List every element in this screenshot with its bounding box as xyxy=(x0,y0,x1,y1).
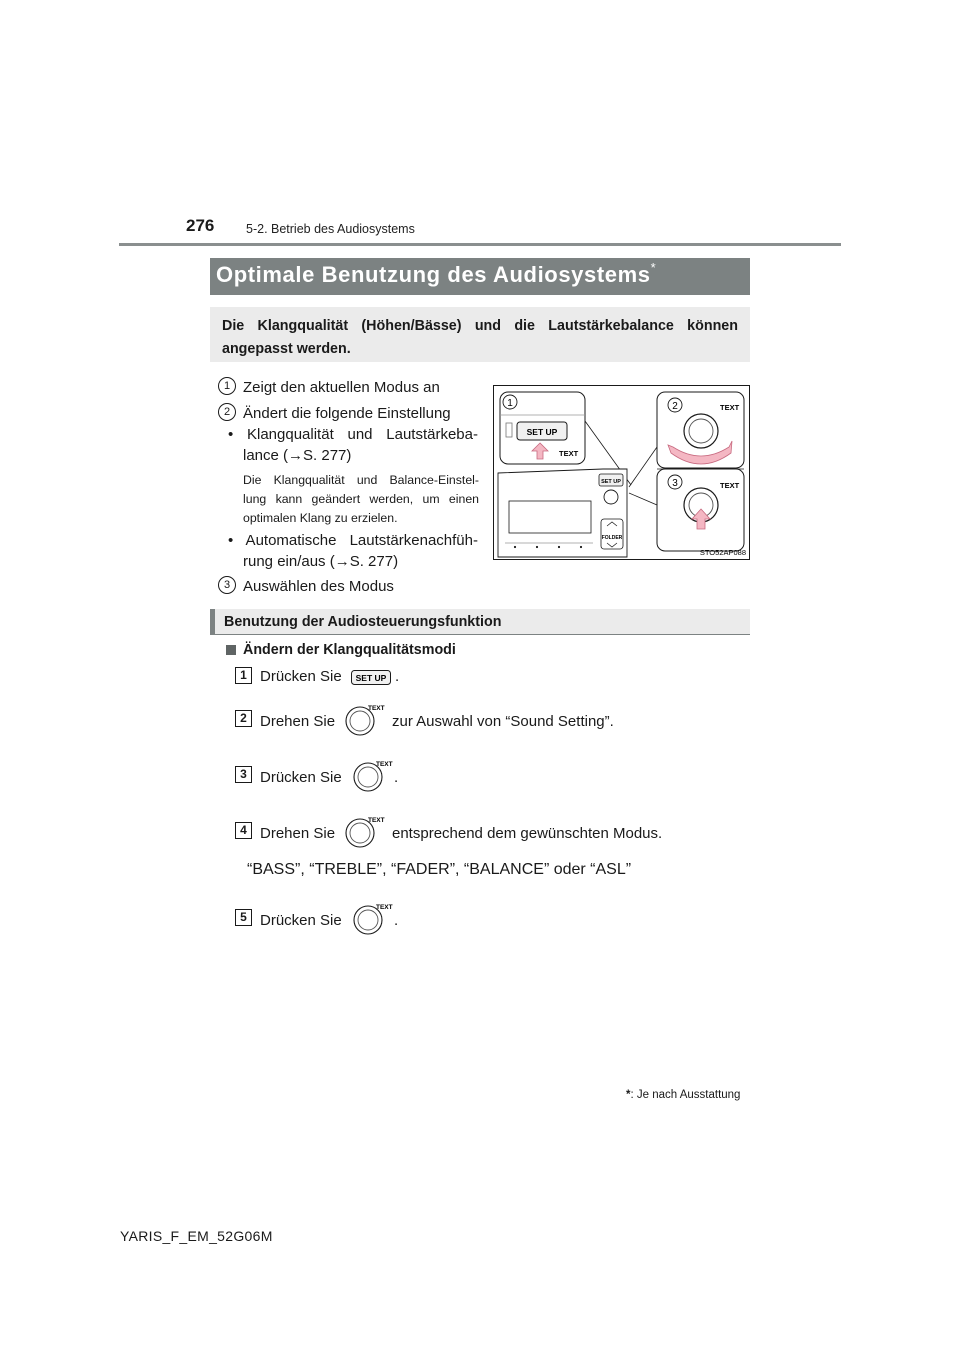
summary-text: Die Klangqualität (Höhen/Bässe) und die Lautstärkebalance können angepasst werden. xyxy=(222,318,738,357)
text-knob-icon xyxy=(351,903,395,935)
step-2-text-after: zur Auswahl von “Sound Setting”. xyxy=(392,713,614,730)
step-4-text-before: Drehen Sie xyxy=(260,825,336,842)
step-2-text-before: Drehen Sie xyxy=(260,713,336,730)
setup-button-icon xyxy=(351,670,391,685)
text-knob-label: TEXT xyxy=(368,705,385,712)
figure-setup-label-small: SET UP xyxy=(601,479,621,485)
step-4-number: 4 xyxy=(235,822,252,839)
figure-callout-1-label: 1 xyxy=(507,398,513,409)
figure-code: STO52AP088 xyxy=(699,548,746,557)
callout-2-text: Ändert die folgende Einstellung xyxy=(243,405,451,422)
figure-text-label-2: TEXT xyxy=(720,403,740,412)
subheading-text: Benutzung der Audiosteuerungsfunktion xyxy=(224,614,502,630)
bullet-1-line1: • Klangqualität und Lautstärkeba- xyxy=(228,426,478,443)
callout-2-marker: 2 xyxy=(218,403,236,421)
title-marker: * xyxy=(650,260,657,275)
page-title xyxy=(216,262,656,288)
text-knob-label: TEXT xyxy=(368,817,385,824)
text-knob-label: TEXT xyxy=(376,904,393,911)
step-2-number: 2 xyxy=(235,710,252,727)
step-5-number: 5 xyxy=(235,909,252,926)
figure-folder-label: FOLDER xyxy=(601,535,623,541)
text-knob-icon xyxy=(343,816,387,848)
footnote-marker: * xyxy=(626,1089,631,1101)
figure-callout-3-label: 3 xyxy=(672,478,678,489)
modes-text: “BASS”, “TREBLE”, “FADER”, “BALANCE” oder “ASL” xyxy=(247,861,632,878)
document-id: YARIS_F_EM_52G06M xyxy=(120,1228,273,1244)
note-line2: lung kann geändert werden, um einen xyxy=(243,492,479,506)
note-line1: Die Klangqualität und Balance-Einstel- xyxy=(243,473,479,487)
setup-button-label: SET UP xyxy=(355,673,387,683)
step-3-number: 3 xyxy=(235,766,252,783)
step-1-text-after: . xyxy=(395,668,400,685)
step-3-text-after: . xyxy=(394,769,399,786)
page-title-text: Optimale Benutzung des Audiosystems xyxy=(216,262,651,287)
text-knob-icon xyxy=(351,760,395,792)
figure-setup-label: SET UP xyxy=(526,427,558,437)
step-1-number: 1 xyxy=(235,667,252,684)
step-4-text-after: entsprechend dem gewünschten Modus. xyxy=(392,825,663,842)
section-label: 5-2. Betrieb des Audiosystems xyxy=(246,222,415,236)
bullet-2-line2: rung ein/aus (→S. 277) xyxy=(243,553,399,570)
figure-text-label-3: TEXT xyxy=(720,481,740,490)
square-bullet-icon xyxy=(226,645,236,655)
step-1-text-before: Drücken Sie xyxy=(260,668,342,685)
audio-panel-figure xyxy=(493,385,750,560)
step-5-text-after: . xyxy=(394,912,399,929)
figure-callout-2-label: 2 xyxy=(672,401,678,412)
footnote xyxy=(626,1089,740,1101)
text-knob-icon xyxy=(343,704,387,736)
step-5-text-before: Drücken Sie xyxy=(260,912,342,929)
procedure-title: Ändern der Klangqualitätsmodi xyxy=(243,642,456,658)
note-line3: optimalen Klang zu erzielen. xyxy=(243,511,398,525)
callout-3-marker: 3 xyxy=(218,576,236,594)
callout-1-marker: 1 xyxy=(218,377,236,395)
callout-3-text: Auswählen des Modus xyxy=(243,578,394,595)
footnote-text: : Je nach Ausstattung xyxy=(630,1089,741,1101)
step-3-text-before: Drücken Sie xyxy=(260,769,342,786)
header-rule xyxy=(119,243,841,246)
text-knob-label: TEXT xyxy=(376,761,393,768)
subheading-accent xyxy=(210,609,215,635)
callout-1-text: Zeigt den aktuellen Modus an xyxy=(243,379,440,396)
figure-text-label-1: TEXT xyxy=(559,449,579,458)
page-number: 276 xyxy=(186,216,215,235)
bullet-2-line1: • Automatische Lautstärkenachfüh- xyxy=(228,532,478,549)
bullet-1-line2: lance (→S. 277) xyxy=(243,447,352,464)
